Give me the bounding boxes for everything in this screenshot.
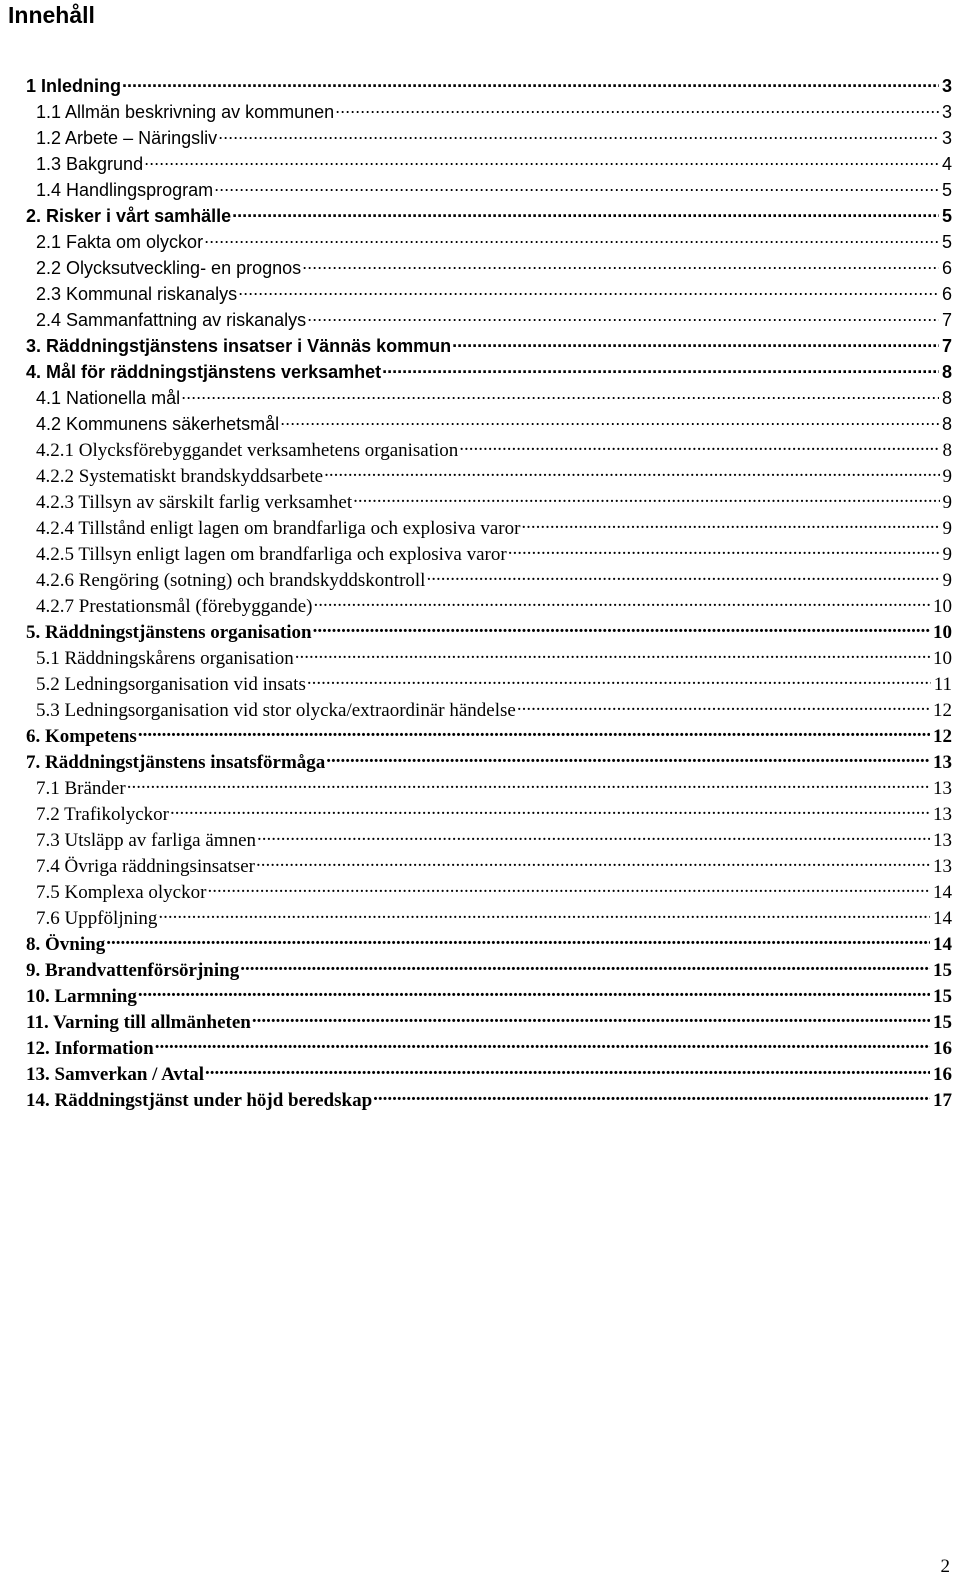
toc-entry-label: 2.2 Olycksutveckling- en prognos <box>36 258 302 278</box>
toc-dot-leader <box>155 1034 930 1054</box>
toc-entry-page: 16 <box>933 1038 952 1059</box>
toc-entry[interactable] <box>26 150 952 176</box>
toc-entry-label: 1.2 Arbete – Näringsliv <box>36 128 218 148</box>
toc-dot-leader <box>232 202 939 222</box>
toc-entry-label: 7.1 Bränder <box>36 778 126 799</box>
toc-entry[interactable] <box>26 462 952 488</box>
toc-entry-label: 5.3 Ledningsorganisation vid stor olycka/extraordinär händelse <box>36 700 516 721</box>
toc-entry-page: 15 <box>933 986 952 1007</box>
toc-dot-leader <box>218 124 939 144</box>
toc-entry-label: 4.2.1 Olycksförebyggandet verksamhetens organisation <box>36 440 459 461</box>
toc-dot-leader <box>521 514 939 534</box>
toc-entry-label: 7.2 Trafikolyckor <box>36 804 169 825</box>
toc-entry[interactable] <box>26 1060 952 1086</box>
toc-dot-leader <box>106 930 930 950</box>
toc-entry[interactable] <box>26 436 952 462</box>
toc-entry-label: 9. Brandvattenförsörjning <box>26 960 240 981</box>
toc-dot-leader <box>138 722 930 742</box>
toc-entry-label: 4.1 Nationella mål <box>36 388 181 408</box>
toc-entry-label: 5. Räddningstjänstens organisation <box>26 622 312 643</box>
toc-entry-label: 13. Samverkan / Avtal <box>26 1064 205 1085</box>
toc-entry-page: 13 <box>933 830 952 851</box>
toc-entry-label: 10. Larmning <box>26 986 137 1007</box>
page-number: 2 <box>940 1556 950 1577</box>
toc-entry-page: 13 <box>933 778 952 799</box>
toc-entry-page: 8 <box>941 388 952 408</box>
toc-entry-label: 3. Räddningstjänstens insatser i Vännäs kommun <box>26 336 452 356</box>
toc-entry-label: 4.2.4 Tillstånd enligt lagen om brandfarliga och explosiva varor <box>36 518 521 539</box>
toc-dot-leader <box>252 1008 930 1028</box>
toc-dot-leader <box>240 956 930 976</box>
toc-entry-page: 3 <box>941 128 952 148</box>
toc-entry-label: 2.4 Sammanfattning av riskanalys <box>36 310 307 330</box>
toc-dot-leader <box>205 1060 930 1080</box>
toc-dot-leader <box>122 72 939 92</box>
toc-entry-page: 4 <box>941 154 952 174</box>
toc-entry-label: 5.1 Räddningskårens organisation <box>36 648 294 669</box>
toc-entry-page: 9 <box>942 492 952 513</box>
toc-entry-page: 9 <box>942 544 952 565</box>
toc-entry-label: 4.2.7 Prestationsmål (förebyggande) <box>36 596 313 617</box>
toc-entry-label: 8. Övning <box>26 934 106 955</box>
toc-entry-page: 10 <box>933 596 952 617</box>
toc-entry-label: 4.2.6 Rengöring (sotning) och brandskyddskontroll <box>36 570 426 591</box>
table-of-contents <box>26 72 952 1112</box>
toc-entry-label: 4. Mål för räddningstjänstens verksamhet <box>26 362 382 382</box>
toc-entry[interactable] <box>26 670 952 696</box>
toc-dot-leader <box>144 150 939 170</box>
toc-dot-leader <box>452 332 939 352</box>
toc-entry-label: 4.2 Kommunens säkerhetsmål <box>36 414 280 434</box>
page-title: Innehåll <box>8 2 95 28</box>
toc-entry-page: 5 <box>941 232 952 252</box>
toc-entry[interactable] <box>26 696 952 722</box>
toc-entry[interactable] <box>26 592 952 618</box>
toc-entry-page: 3 <box>941 76 952 96</box>
toc-entry-page: 16 <box>933 1064 952 1085</box>
toc-dot-leader <box>280 410 939 430</box>
toc-dot-leader <box>459 436 939 456</box>
toc-dot-leader <box>207 878 930 898</box>
toc-dot-leader <box>335 98 939 118</box>
toc-entry-page: 8 <box>941 362 952 382</box>
toc-entry-page: 9 <box>942 570 952 591</box>
toc-entry-label: 7.3 Utsläpp av farliga ämnen <box>36 830 257 851</box>
toc-entry-page: 10 <box>933 622 952 643</box>
toc-entry[interactable] <box>26 748 952 774</box>
toc-dot-leader <box>313 592 930 612</box>
toc-dot-leader <box>307 670 931 690</box>
toc-entry[interactable] <box>26 202 952 228</box>
toc-entry-page: 8 <box>941 414 952 434</box>
toc-dot-leader <box>181 384 939 404</box>
toc-entry-label: 4.2.2 Systematiskt brandskyddsarbete <box>36 466 324 487</box>
toc-dot-leader <box>313 618 930 638</box>
toc-entry-label: 2.1 Fakta om olyckor <box>36 232 204 252</box>
toc-entry[interactable] <box>26 644 952 670</box>
toc-entry[interactable] <box>26 358 952 384</box>
toc-entry[interactable] <box>26 826 952 852</box>
toc-entry-page: 15 <box>933 960 952 981</box>
toc-entry-page: 9 <box>942 518 952 539</box>
toc-dot-leader <box>295 644 930 664</box>
toc-dot-leader <box>204 228 939 248</box>
toc-entry-page: 12 <box>933 700 952 721</box>
toc-dot-leader <box>138 982 930 1002</box>
toc-dot-leader <box>170 800 930 820</box>
toc-dot-leader <box>353 488 939 508</box>
toc-entry[interactable] <box>26 930 952 956</box>
toc-dot-leader <box>517 696 930 716</box>
toc-entry-page: 3 <box>941 102 952 122</box>
toc-entry-label: 4.2.5 Tillsyn enligt lagen om brandfarliga och explosiva varor <box>36 544 507 565</box>
toc-entry-page: 14 <box>933 882 952 903</box>
toc-dot-leader <box>256 852 930 872</box>
toc-dot-leader <box>426 566 939 586</box>
toc-entry-label: 12. Information <box>26 1038 154 1059</box>
toc-entry-label: 5.2 Ledningsorganisation vid insats <box>36 674 306 695</box>
toc-entry-label: 6. Kompetens <box>26 726 137 747</box>
toc-entry[interactable] <box>26 982 952 1008</box>
toc-entry-label: 2. Risker i vårt samhälle <box>26 206 232 226</box>
toc-entry[interactable] <box>26 410 952 436</box>
toc-entry-page: 5 <box>941 180 952 200</box>
toc-entry-page: 10 <box>933 648 952 669</box>
toc-entry[interactable] <box>26 384 952 410</box>
toc-dot-leader <box>307 306 939 326</box>
toc-entry[interactable] <box>26 1008 952 1034</box>
toc-entry-page: 17 <box>933 1090 952 1111</box>
toc-entry-page: 9 <box>942 466 952 487</box>
toc-entry[interactable] <box>26 488 952 514</box>
toc-dot-leader <box>302 254 939 274</box>
toc-entry[interactable] <box>26 228 952 254</box>
toc-entry[interactable] <box>26 176 952 202</box>
toc-entry-page: 6 <box>941 284 952 304</box>
toc-entry-label: 1.3 Bakgrund <box>36 154 144 174</box>
toc-entry-label: 1.1 Allmän beskrivning av kommunen <box>36 102 335 122</box>
toc-entry-page: 8 <box>942 440 952 461</box>
toc-entry[interactable] <box>26 1086 952 1112</box>
toc-entry-page: 13 <box>933 856 952 877</box>
toc-entry-page: 15 <box>933 1012 952 1033</box>
toc-entry[interactable] <box>26 800 952 826</box>
toc-entry-page: 13 <box>933 804 952 825</box>
toc-entry[interactable] <box>26 98 952 124</box>
toc-entry-page: 6 <box>941 258 952 278</box>
toc-entry[interactable] <box>26 956 952 982</box>
toc-entry-label: 7.5 Komplexa olyckor <box>36 882 207 903</box>
toc-entry-label: 7.4 Övriga räddningsinsatser <box>36 856 255 877</box>
toc-entry-label: 11. Varning till allmänheten <box>26 1012 251 1033</box>
toc-entry-page: 7 <box>941 310 952 330</box>
toc-dot-leader <box>158 904 930 924</box>
toc-dot-leader <box>326 748 930 768</box>
toc-dot-leader <box>324 462 939 482</box>
toc-entry-page: 5 <box>941 206 952 226</box>
toc-entry[interactable] <box>26 1034 952 1060</box>
toc-entry-page: 14 <box>933 934 952 955</box>
toc-entry[interactable] <box>26 540 952 566</box>
toc-entry-page: 7 <box>941 336 952 356</box>
toc-entry[interactable] <box>26 774 952 800</box>
toc-entry-page: 11 <box>933 674 952 695</box>
toc-entry[interactable] <box>26 566 952 592</box>
toc-entry-label: 1.4 Handlingsprogram <box>36 180 214 200</box>
toc-entry[interactable] <box>26 124 952 150</box>
toc-dot-leader <box>214 176 939 196</box>
toc-entry[interactable] <box>26 904 952 930</box>
toc-entry-page: 13 <box>933 752 952 773</box>
toc-entry[interactable] <box>26 852 952 878</box>
toc-entry[interactable] <box>26 514 952 540</box>
toc-entry[interactable] <box>26 618 952 644</box>
toc-dot-leader <box>382 358 939 378</box>
toc-entry-label: 2.3 Kommunal riskanalys <box>36 284 238 304</box>
toc-dot-leader <box>127 774 930 794</box>
toc-entry-page: 14 <box>933 908 952 929</box>
toc-entry-label: 14. Räddningstjänst under höjd beredskap <box>26 1090 373 1111</box>
toc-entry-label: 4.2.3 Tillsyn av särskilt farlig verksamhet <box>36 492 353 513</box>
toc-entry-label: 1 Inledning <box>26 76 122 96</box>
toc-entry-page: 12 <box>933 726 952 747</box>
toc-dot-leader <box>257 826 930 846</box>
toc-entry[interactable] <box>26 72 952 98</box>
toc-entry-label: 7. Räddningstjänstens insatsförmåga <box>26 752 326 773</box>
toc-entry[interactable] <box>26 306 952 332</box>
toc-entry[interactable] <box>26 280 952 306</box>
toc-dot-leader <box>373 1086 930 1106</box>
toc-dot-leader <box>238 280 939 300</box>
toc-entry[interactable] <box>26 878 952 904</box>
toc-entry[interactable] <box>26 254 952 280</box>
toc-dot-leader <box>508 540 940 560</box>
toc-entry[interactable] <box>26 722 952 748</box>
toc-entry-label: 7.6 Uppföljning <box>36 908 158 929</box>
toc-entry[interactable] <box>26 332 952 358</box>
